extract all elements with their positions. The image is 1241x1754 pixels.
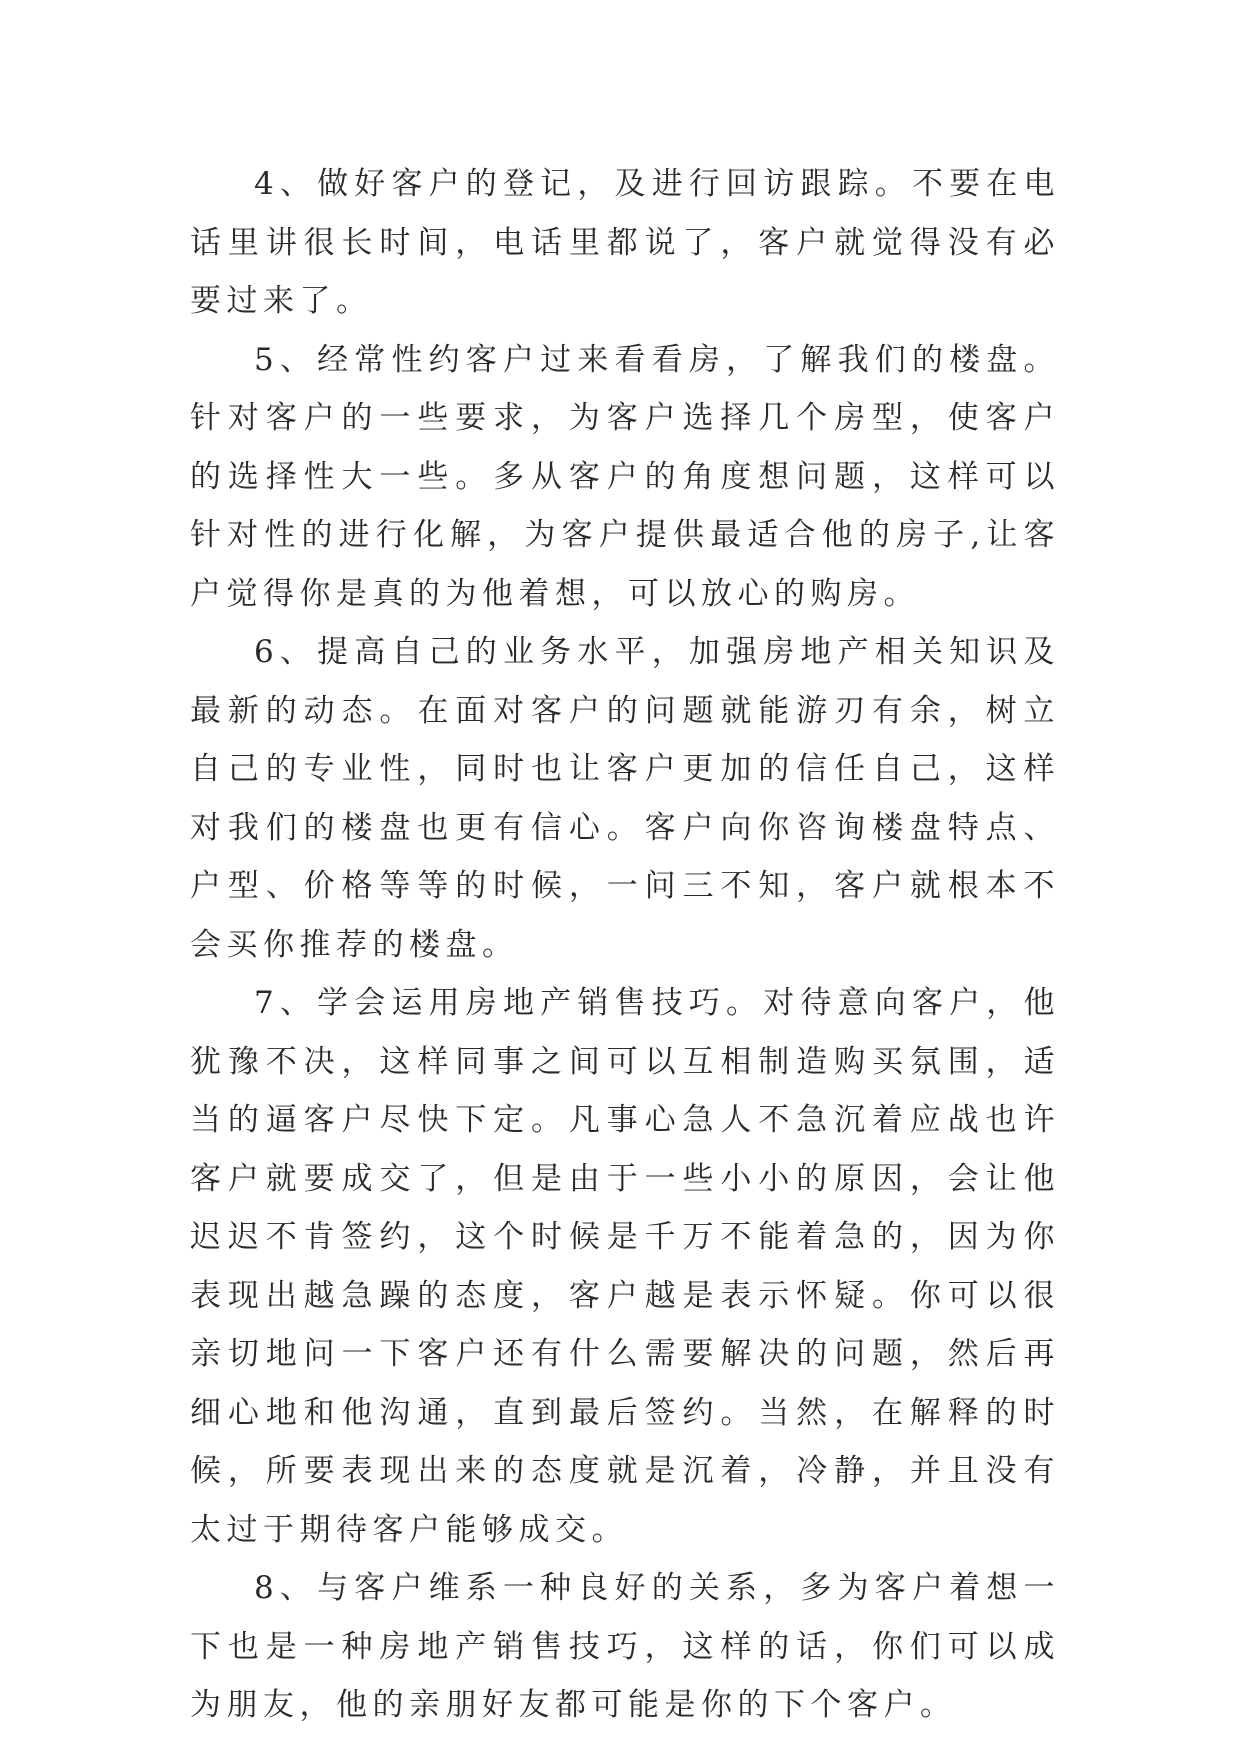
paragraph-item-4: 4、做好客户的登记，及进行回访跟踪。不要在电话里讲很长时间，电话里都说了，客户就觉得没有必要过来了。 (190, 166, 1060, 319)
paragraph-item-6: 6、提高自己的业务水平，加强房地产相关知识及最新的动态。在面对客户的问题就能游刃有余，树立自己的专业性，同时也让客户更加的信任自己，这样对我们的楼盘也更有信心。客户向你咨询楼盘特点、户型、价格等等的时候，一问三不知，客户就根本不会买你推荐的楼盘。 (190, 634, 1060, 963)
document-body (190, 155, 1060, 1735)
paragraph-item-5: 5、经常性约客户过来看看房，了解我们的楼盘。针对客户的一些要求，为客户选择几个房型，使客户的选择性大一些。多从客户的角度想问题，这样可以针对性的进行化解，为客户提供最适合他的房子,让客户觉得你是真的为他着想，可以放心的购房。 (190, 341, 1060, 612)
paragraph-item-8: 8、与客户维系一种良好的关系，多为客户着想一下也是一种房地产销售技巧，这样的话，你们可以成为朋友，他的亲朋好友都可能是你的下个客户。 (190, 1570, 1060, 1723)
paragraph-item-7: 7、学会运用房地产销售技巧。对待意向客户，他犹豫不决，这样同事之间可以互相制造购买氛围，适当的逼客户尽快下定。凡事心急人不急沉着应战也许客户就要成交了，但是由于一些小小的原因，会让他迟迟不肯签约，这个时候是千万不能着急的，因为你表现出越急躁的态度，客户越是表示怀疑。你可以很亲切地问一下客户还有什么需要解决的问题，然后再细心地和他沟通，直到最后签约。当然，在解释的时候，所要表现出来的态度就是沉着，冷静，并且没有太过于期待客户能够成交。 (190, 985, 1060, 1548)
